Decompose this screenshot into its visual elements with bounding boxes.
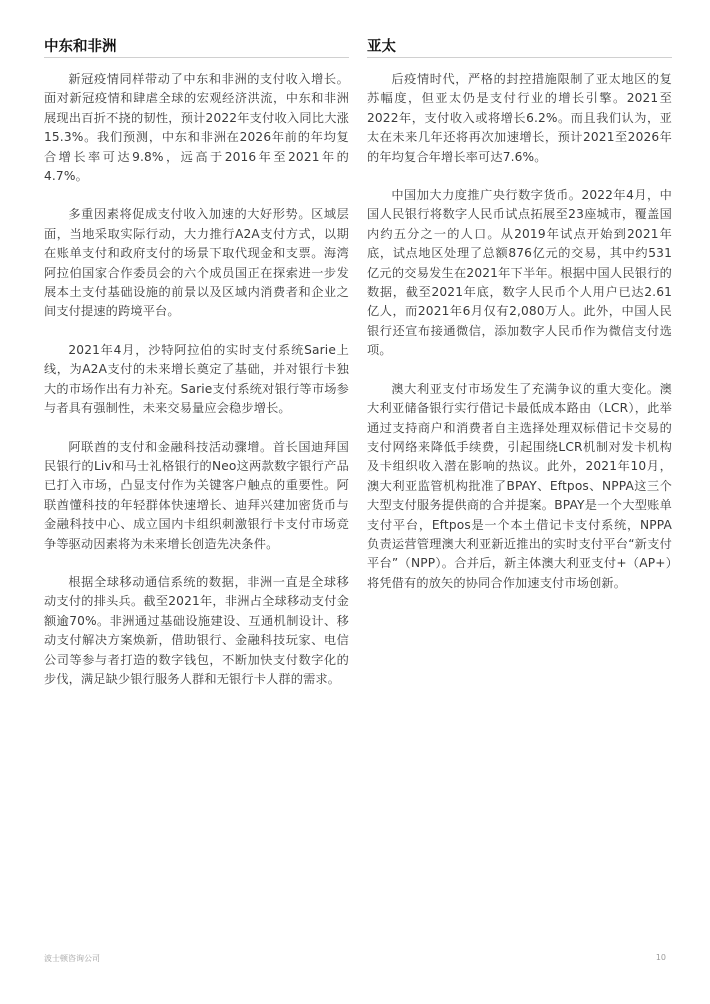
paragraph: 2021年4月，沙特阿拉伯的实时支付系统Sarie上线，为A2A支付的未来增长奠定了基础，并对银行卡独大的市场作出有力补充。Sarie支付系统对银行等市场参与者具有强制性，未来交易量应会稳步增长。 bbox=[44, 342, 349, 416]
paragraph: 阿联酋的支付和金融科技活动骤增。首长国迪拜国民银行的Liv和马士礼格银行的Neo这两款数字银行产品已打入市场，凸显支付作为关键客户触点的重要性。阿联酋懂科技的年轻群体快速增长、迪拜兴建加密货币与金融科技中心、成立国内卡组织刺激银行卡支付市场竞争等驱动因素将为未来增长创造先决条件。 bbox=[44, 439, 349, 551]
section-heading-middle-east-africa: 中东和非洲 bbox=[44, 36, 349, 58]
paragraph: 中国加大力度推广央行数字货币。2022年4月，中国人民银行将数字人民币试点拓展至23座城市，覆盖国内约五分之一的人口。从2019年试点开始到2021年底，试点地区处理了总额876亿元的交易，其中约531亿元的交易发生在2021年下半年。根据中国人民银行的数据，截至2021年底，数字人民币个人用户已达2.61亿人，而2021年6月仅有2,080万人。此外，中国人民银行还宣布接通微信，添加数字人民币作为微信支付选项。 bbox=[367, 188, 672, 358]
paragraph: 新冠疫情同样带动了中东和非洲的支付收入增长。面对新冠疫情和肆虐全球的宏观经济洪流，中东和非洲展现出百折不挠的韧性，预计2022年支付收入同比大涨15.3%。我们预测，中东和非洲在2026年前的年均复合增长率可达9.8%，远高于2016年至2021年的4.7%。 bbox=[44, 72, 349, 184]
right-column bbox=[367, 36, 672, 593]
paragraph: 多重因素将促成支付收入加速的大好形势。区域层面，当地采取实际行动，大力推行A2A支付方式，以期在账单支付和政府支付的场景下取代现金和支票。海湾阿拉伯国家合作委员会的六个成员国正在探索进一步发展本土支付基础设施的前景以及区域内消费者和企业之间支付提速的跨境平台。 bbox=[44, 207, 349, 319]
page-number: 10 bbox=[655, 953, 666, 962]
paragraph: 根据全球移动通信系统的数据，非洲一直是全球移动支付的排头兵。截至2021年，非洲占全球移动支付金额逾70%。非洲通过基础设施建设、互通机制设计、移动支付解决方案焕新，借助银行、金融科技玩家、电信公司等参与者打造的数字钱包，不断加快支付数字化的步伐，满足缺少银行服务人群和无银行卡人群的需求。 bbox=[44, 574, 349, 686]
footer-publisher: 波士顿咨询公司 bbox=[44, 954, 100, 963]
section-heading-asia-pacific: 亚太 bbox=[367, 36, 672, 58]
paragraph: 后疫情时代，严格的封控措施限制了亚太地区的复苏幅度，但亚太仍是支付行业的增长引擎。2021至2022年，支付收入或将增长6.2%。而且我们认为，亚太在未来几年还将再次加速增长，预计2021至2026年的年均复合年增长率可达7.6%。 bbox=[367, 72, 672, 164]
left-column bbox=[44, 36, 349, 689]
paragraph: 澳大利亚支付市场发生了充满争议的重大变化。澳大利亚储备银行实行借记卡最低成本路由（LCR），此举通过支持商户和消费者自主选择处理双标借记卡交易的支付网络来降低手续费，引起围绕LCR机制对发卡机构及卡组织收入潜在影响的热议。此外，2021年10月，澳大利亚监管机构批准了BPAY、Eftpos、NPPA这三个大型支付服务提供商的合并提案。BPAY是一个大型账单支付平台，Eftpos是一个本土借记卡支付系统，NPPA负责运营管理澳大利亚新近推出的实时支付平台“新支付平台”（NPP）。合并后，新主体澳大利亚支付+（AP+）将凭借有的放矢的协同合作加速支付市场创新。 bbox=[367, 381, 672, 590]
